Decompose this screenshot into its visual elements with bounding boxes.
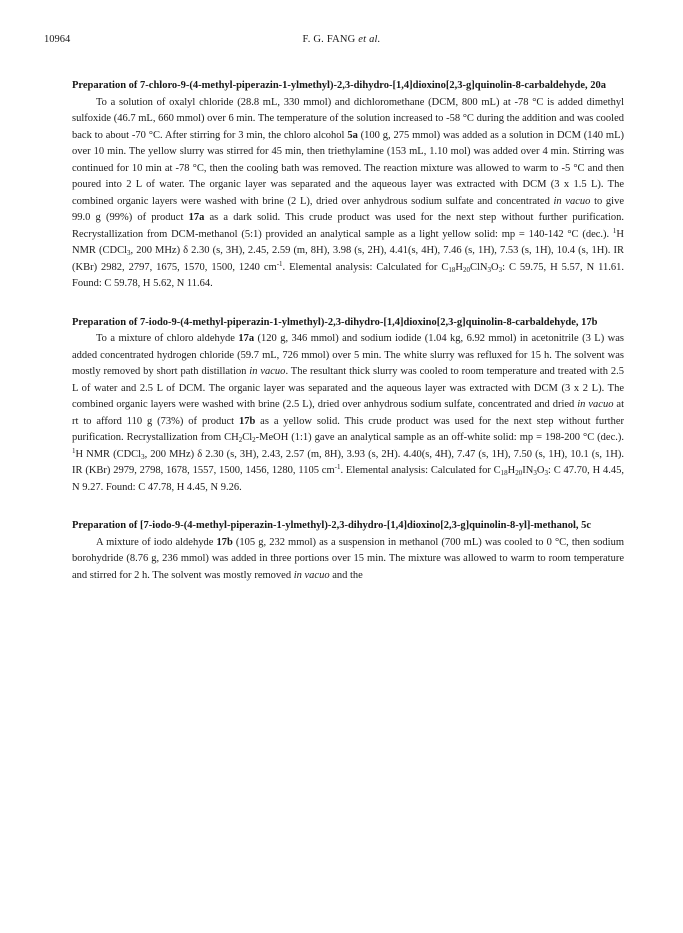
running-authors xyxy=(44,34,639,45)
authors-name: F. G. xyxy=(302,34,327,45)
procedure-paragraph: A mixture of iodo aldehyde 17b (105 g, 232 mmol) as a suspension in methanol (700 mL) was cooled to 0 °C, then sodium borohydride (8.76 g, 236 mmol) was added in three portions over 15 min. The mixture was allowed to warm to room temperature and stirred for 2 h. The solvent was mostly removed in vacuo and the xyxy=(72,536,624,581)
authors-surname: FANG xyxy=(326,34,359,45)
page-number: 10964 xyxy=(44,34,71,45)
section-preparation-17b xyxy=(72,315,624,497)
section-preparation-20a xyxy=(72,78,624,293)
article-body xyxy=(72,78,624,584)
section-heading: Preparation of [7-iodo-9-(4-methyl-piperazin-1-ylmethyl)-2,3-dihydro-[1,4]dioxino[2,3-g]quinolin-8-yl]-methanol, 5c xyxy=(72,520,592,531)
running-header xyxy=(44,34,639,48)
section-heading: Preparation of 7-iodo-9-(4-methyl-piperazin-1-ylmethyl)-2,3-dihydro-[1,4]dioxino[2,3-g]quinolin-8-carbaldehyde, 17b xyxy=(72,316,598,328)
procedure-paragraph: To a solution of oxalyl chloride (28.8 mL, 330 mmol) and dichloromethane (DCM, 800 mL) at -78 °C is added dimethyl sulfoxide (46.7 mL, 660 mmol) over 6 min. The temperature of the solution increased to -58 °C during the addition and was cooled back to about -70 °C. After stirring for 3 min, the chloro alcohol 5a (100 g, 275 mmol) was added as a solution in DCM (140 mL) over 10 min. The yellow slurry was stirred for 45 min, then triethylamine (153 mL, 1.10 mol) was added over 4 min. Stirring was continued for 10 min at -78 °C, then the cooling bath was removed. The reaction mixture was allowed to warm to -5 °C and then poured into 2 L of water. The organic layer was separated and the aqueous layer was extracted with DCM (3 x 1.5 L). The combined organic layers were washed with brine (2 L), dried over anhydrous sodium sulfate and concentrated in vacuo to give 99.0 g (99%) of product 17a as a dark solid. This crude product was used for the next step without further purification. Recrystallization from DCM-methanol (5:1) provided an analytical sample as a light yellow solid: mp = 140-142 °C (dec.). $^1$H NMR (CDCl$_3$, 200 MHz) δ 2.30 (s, 3H), 2.45, 2.59 (m, 8H), 3.98 (s, 2H), 4.41(s, 4H), 7.46 (s, 1H), 7.53 (s, 1H), 10.4 (s, 1H). IR (KBr) 2982, 2797, 1675, 1570, 1500, 1240 $cm^{-1}$. Elemental analysis: Calculated for $C_{18}H_{20}ClN_3O_3$: C 59.75, H 5.57, N 11.61. Found: C 59.78, H 5.62, N 11.64. xyxy=(72,96,625,289)
section-heading: Preparation of 7-chloro-9-(4-methyl-piperazin-1-ylmethyl)-2,3-dihydro-[1,4]dioxino[2,3-g]quinolin-8-carbaldehyde, 20a xyxy=(72,80,607,91)
section-preparation-5c xyxy=(72,518,624,584)
procedure-paragraph: To a mixture of chloro aldehyde 17a (120 g, 346 mmol) and sodium iodide (1.04 kg, 6.92 mmol) in acetonitrile (3 L) was added concentrated hydrogen chloride (59.7 mL, 726 mmol) over 5 min. The white slurry was refluxed for 15 h. The solvent was mostly removed by short path distillation in vacuo. The resultant thick slurry was cooled to room temperature and treated with 2.5 L of water and 2.5 L of DCM. The organic layer was separated and the aqueous layer was extracted with DCM (3 x 2 L). The combined organic layers were washed with brine (2.5 L), dried over anhydrous sodium sulfate, concentrated and dried in vacuo at rt to afford 110 g (73%) of product 17b as a yellow solid. This crude product was used for the next step without further purification. Recrystallization from $CH_2Cl_2$-MeOH (1:1) gave an analytical sample as an off-white solid: mp = 198-200 °C (dec.). $^1$H NMR (CDCl$_3$, 200 MHz) δ 2.30 (s, 3H), 2.43, 2.57 (m, 8H), 3.93 (s, 2H). 4.40(s, 4H), 7.47 (s, 1H), 7.50 (s, 1H), 10.1 (s, 1H). IR (KBr) 2979, 2798, 1678, 1557, 1500, 1456, 1280, 1105 $cm^{-1}$. Elemental analysis: Calculated for $C_{18}H_{20}IN_3O_3$: C 47.70, H 4.45, N 9.27. Found: C 47.78, H 4.45, N 9.26. xyxy=(72,333,624,493)
authors-etal: et al. xyxy=(358,34,381,45)
